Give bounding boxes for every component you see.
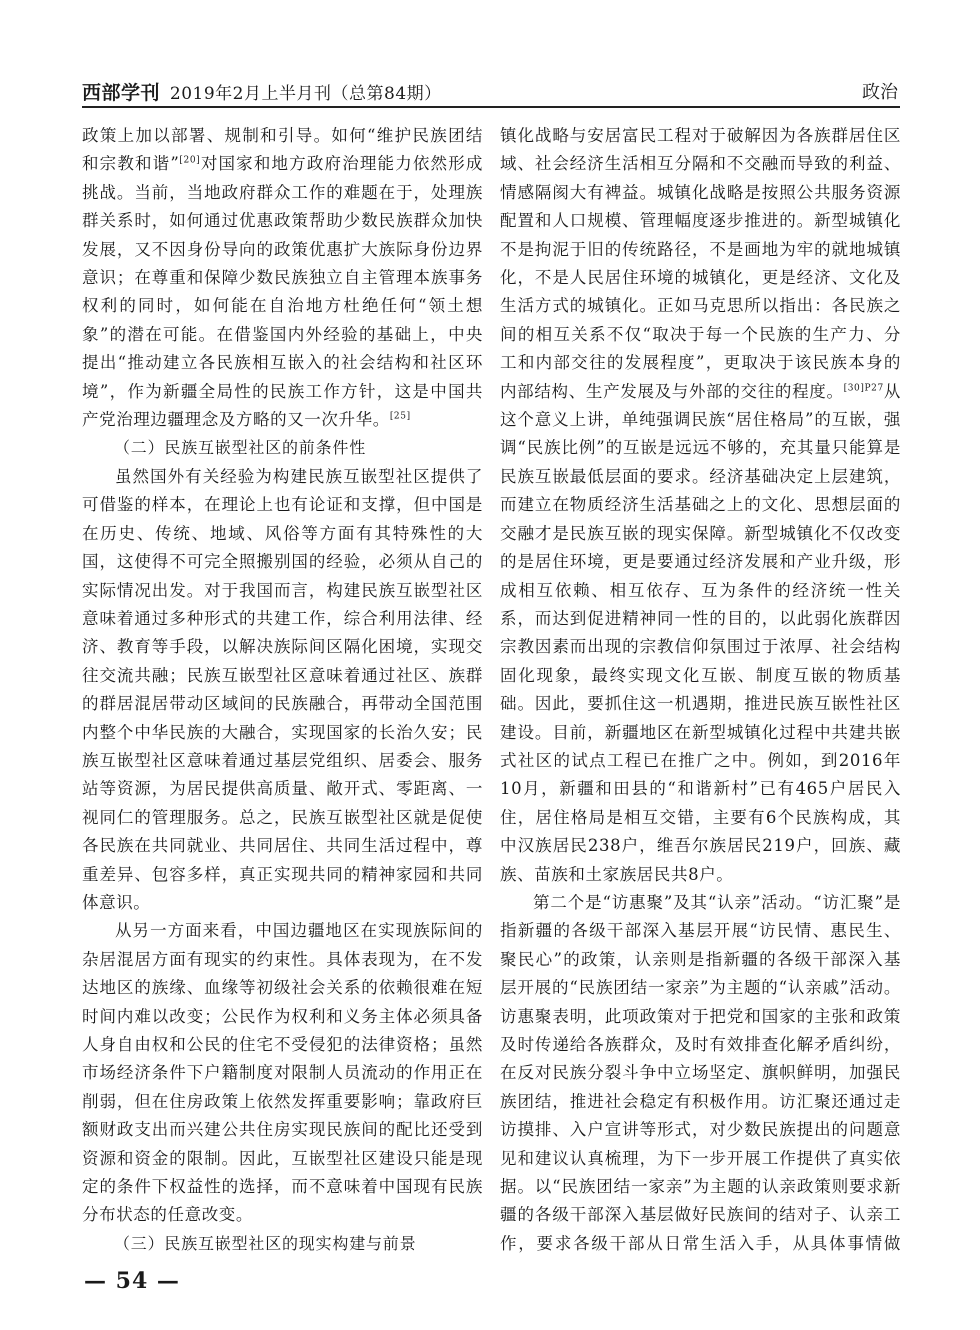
paragraph [82,122,483,434]
subsection-heading: （三）民族互嵌型社区的现实构建与前景 [114,1233,417,1253]
page-number: — 54 — [84,1268,180,1294]
citation: [30]P27 [843,383,884,394]
paragraph-text: 镇化战略与安居富民工程对于破解因为各族群居住区域、社会经济生活相互分隔和不交融而导致的利益、情感隔阂大有裨益。城镇化战略是按照公共服务资源配置和人口规模、管理幅度逐步推进的。新型城镇化不是拘泥于旧的传统路径，不是画地为牢的就地城镇化，不是人民居住环境的城镇化，更是经济、文化及生活方式的城镇化。正如马克思所以指出：各民族之间的相互关系不仅“取决于每一个民族的生产力、分工和内部交往的发展程度”，更取决于该民族本身的内部结构、生产发展及与外部的交往的程度。 [500,126,901,401]
paragraph: 第二个是“访惠聚”及其“认亲”活动。“访汇聚”是指新疆的各级干部深入基层开展“访民情、惠民生、聚民心”的政策，认亲则是指新疆的各级干部深入基层开展的“民族团结一家亲”为主题的“认亲戚”活动。访惠聚表明，此项政策对于把党和国家的主张和政策及时传递给各族群众，及时有效排查化解矛盾纠纷，在反对民族分裂斗争中立场坚定、旗帜鲜明，加强民族团结，推进社会稳定有积极作用。访汇聚还通过走访摸排、入户宣讲等形式，对少数民族提出的问题意见和建议认真梳理，为下一步开展工作提供了真实依据。以“民族团结一家亲”为主题的认亲政策则要求新疆的各级干部深入基层做好民族间的结对子、认亲工作，要求各级干部从日常生活入手，从具体事情做 [500,892,901,1253]
paragraph: 从另一方面来看，中国边疆地区在实现族际间的杂居混居方面有现实的约束性。具体表现为，在不发达地区的族缘、血缘等初级社会关系的依赖很难在短时间内难以改变；公民作为权利和义务主体必须具备人身自由权和公民的住宅不受侵犯的法律资格；虽然市场经济条件下户籍制度对限制人员流动的作用正在削弱，但在住房政策上依然发挥重要影响；靠政府巨额财政支出而兴建公共住房实现民族间的配比还受到资源和资金的限制。因此，互嵌型社区建设只能是现定的条件下权益性的选择，而不意味着中国现有民族分布状态的任意改变。 [82,921,483,1225]
subsection-heading: （二）民族互嵌型社区的前条件性 [114,438,367,458]
paragraph [82,1258,483,1262]
paragraph-text: 政策上加以部署、规制和引导。如何“维护民族团结和宗教和谐” [82,126,483,174]
paragraph: 虽然国外有关经验为构建民族互嵌型社区提供了可借鉴的样本，在理论上也有论证和支撑，但中国是在历史、传统、地域、风俗等方面有其特殊性的大国，这使得不可完全照搬别国的经验，必须从自己的实际情况出发。对于我国而言，构建民族互嵌型社区意味着通过多种形式的共建工作，综合利用法律、经济、教育等手段，以解决族际间区隔化困境，实现交往交流共融；民族互嵌型社区意味着通过社区、族群的群居混居带动区域间的民族融合，再带动全国范围内整个中华民族的大融合，实现国家的长治久安；民族互嵌型社区意味着通过基层党组织、居委会、服务站等资源，为居民提供高质量、敞开式、零距离、一视同仁的管理服务。总之，民族互嵌型社区就是促使各民族在共同就业、共同居住、共同生活过程中，尊重差异、包容多样，真正实现共同的精神家园和共同体意识。 [82,466,483,912]
citation: [25] [389,411,411,422]
right-column [500,122,901,1262]
journal-info [82,78,442,105]
paragraph-text: 从这个意义上讲，单纯强调民族“居住格局”的互嵌，强调“民族比例”的互嵌是远远不够的，充其量只能算是民族互嵌最低层面的要求。经济基础决定上层建筑，而建立在物质经济生活基础之上的文化、思想层面的交融才是民族互嵌的现实保障。新型城镇化不仅改变的是居住环境，更是要通过经济发展和产业升级，形成相互依赖、相互依存、互为条件的经济统一性关系，而达到促进精神同一性的目的，以此弱化族群因宗教因素而出现的宗教信仰氛围过于浓厚、社会结构固化现象，最终实现文化互嵌、制度互嵌的物质基础。因此，要抓住这一机遇期，推进民族互嵌性社区建设。目前，新疆地区在新型城镇化过程中共建共嵌式社区的试点工程已在推广之中。例如，到2016年10月，新疆和田县的“和谐新村”已有465户居民入住，居住格局是相互交错，主要有6个民族构成，其中汉族居民238户，维吾尔族居民219户，回族、藏族、苗族和土家族居民共8户。 [500,381,901,884]
paragraph [500,122,901,889]
paragraph-text: 对国家和地方政府治理能力依然形成挑战。当前，当地政府群众工作的难题在于，处理族群关系时，如何通过优惠政策帮助少数民族群众加快发展，又不因身份导向的政策优惠扩大族际身份边界意识；在尊重和保障少数民族独立自主管理本族事务权利的同时，如何能在自治地方杜绝任何“领土想象”的潜在可能。在借鉴国内外经验的基础上，中央提出“推动建立各民族相互嵌入的社会结构和社区环境”，作为新疆全局性的民族工作方针，这是中国共产党治理边疆理念及方略的又一次升华。 [82,154,483,430]
section-label: 政治 [862,82,898,103]
citation: [20] [179,155,201,166]
journal-issue: 2019年2月上半月刊（总第84期） [169,84,442,104]
journal-name: 西部学刊 [82,82,161,104]
left-column [82,122,483,1262]
page-header [82,72,900,108]
